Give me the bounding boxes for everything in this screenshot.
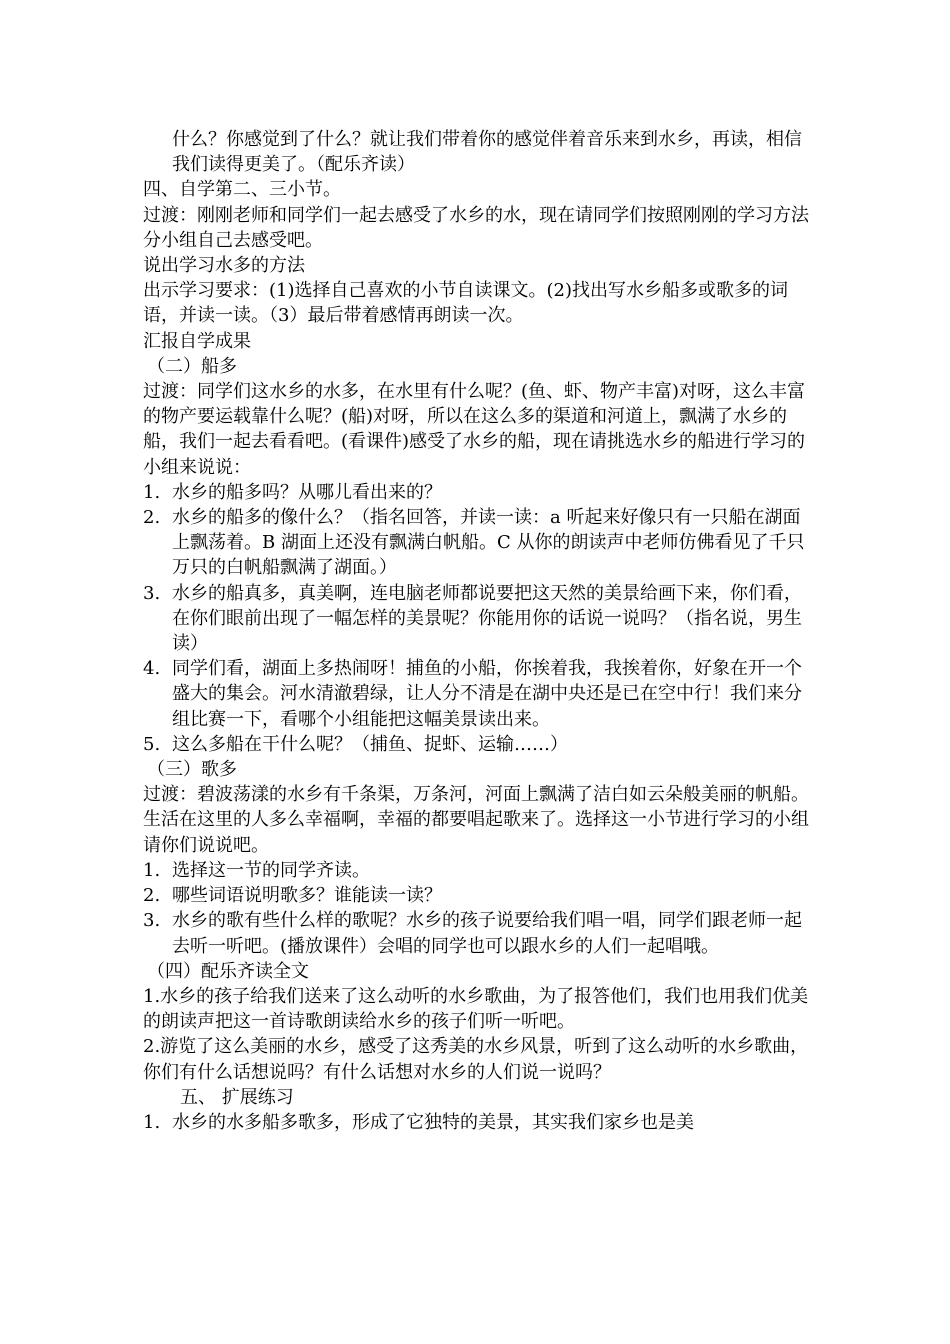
list-text: 哪些词语说明歌多？谁能读一读？	[172, 885, 442, 907]
section5-list	[143, 1110, 815, 1135]
list-item	[143, 1110, 815, 1135]
songs-heading: （三）歌多	[147, 759, 237, 781]
list-item	[143, 480, 815, 505]
songs-transition: 过渡：碧波荡漾的水乡有千条渠，万条河，河面上飘满了洁白如云朵般美丽的帆船。生活在这里的人多么幸福啊，幸福的都要唱起歌来了。选择这一小节进行学习的小组请你们说说吧。	[143, 784, 809, 856]
list-item	[143, 883, 815, 908]
section4-title: 四、自学第二、三小节。	[143, 179, 341, 201]
list-number: 2.	[143, 507, 161, 529]
list-item	[143, 581, 815, 657]
list-number: 1.	[143, 481, 161, 503]
list-number: 3.	[143, 910, 161, 932]
list-text: 水乡的水多船多歌多，形成了它独特的美景，其实我们家乡也是美	[172, 1111, 694, 1133]
document-body	[143, 127, 815, 1135]
list-number: 3.	[143, 582, 161, 604]
list-text: 水乡的船多的像什么？（指名回答，并读一读：a 听起来好像只有一只船在湖面上飘荡着。B 湖面上还没有飘满白帆船。C 从你的朗读声中老师仿佛看见了千只万只的白帆船飘满了湖面。）	[172, 507, 805, 579]
list-item	[143, 908, 815, 958]
transition-paragraph: 过渡：刚刚老师和同学们一起去感受了水乡的水，现在请同学们按照刚刚的学习方法分小组自己去感受吧。	[143, 204, 809, 251]
readall-heading: （四）配乐齐读全文	[147, 960, 309, 982]
list-text: 水乡的船多吗？从哪儿看出来的？	[172, 481, 442, 503]
list-text: 这么多船在干什么呢？（捕鱼、捉虾、运输……）	[172, 733, 568, 755]
readall-paragraph-2: 2.游览了这么美丽的水乡，感受了这秀美的水乡风景，听到了这么动听的水乡歌曲，你们有什么话想说吗？有什么话想对水乡的人们说一说吗？	[143, 1036, 809, 1083]
boats-list	[143, 480, 815, 757]
list-item	[143, 858, 815, 883]
list-text: 水乡的船真多，真美啊，连电脑老师都说要把这天然的美景给画下来，你们看，在你们眼前出现了一幅怎样的美景呢？你能用你的话说一说吗？（指名说，男生读）	[172, 582, 802, 655]
list-number: 2.	[143, 885, 161, 907]
list-number: 1.	[143, 1111, 161, 1133]
list-text: 选择这一节的同学齐读。	[172, 859, 370, 881]
list-text: 同学们看，湖面上多热闹呀！捕鱼的小船，你挨着我，我挨着你，好象在开一个盛大的集会。河水清澈碧绿，让人分不清是在湖中央还是已在空中行！我们来分组比赛一下，看哪个小组能把这幅美景读出来。	[172, 658, 802, 730]
intro-continued-paragraph: 什么？你感觉到了什么？就让我们带着你的感觉伴着音乐来到水乡，再读，相信我们读得更美了。（配乐齐读）	[172, 129, 802, 176]
list-number: 1.	[143, 859, 161, 881]
list-item	[143, 656, 815, 732]
list-item	[143, 505, 815, 581]
section5-heading: 五、 扩展练习	[180, 1086, 294, 1108]
list-text: 水乡的歌有些什么样的歌呢？水乡的孩子说要给我们唱一唱，同学们跟老师一起去听一听吧。(播放课件）会唱的同学也可以跟水乡的人们一起唱哦。	[172, 910, 802, 957]
list-item	[143, 732, 815, 757]
boats-transition: 过渡：同学们这水乡的水多，在水里有什么呢？(鱼、虾、物产丰富)对呀，这么丰富的物产要运载靠什么呢？(船)对呀，所以在这么多的渠道和河道上，飘满了水乡的船，我们一起去看看吧。(看课件)感受了水乡的船，现在请挑选水乡的船进行学习的小组来说说：	[143, 381, 806, 478]
list-number: 5.	[143, 733, 161, 755]
list-number: 4.	[143, 658, 161, 680]
readall-paragraph-1: 1.水乡的孩子给我们送来了这么动听的水乡歌曲，为了报答他们，我们也用我们优美的朗读声把这一首诗歌朗读给水乡的孩子们听一听吧。	[143, 985, 809, 1033]
requirements-paragraph: 出示学习要求：(1)选择自己喜欢的小节自读课文。(2)找出写水乡船多或歌多的词语，并读一读。（3）最后带着感情再朗读一次。	[143, 280, 788, 327]
boats-heading: （二）船多	[147, 355, 237, 377]
songs-list	[143, 858, 815, 959]
report-line: 汇报自学成果	[143, 330, 251, 352]
method-line: 说出学习水多的方法	[143, 255, 305, 277]
